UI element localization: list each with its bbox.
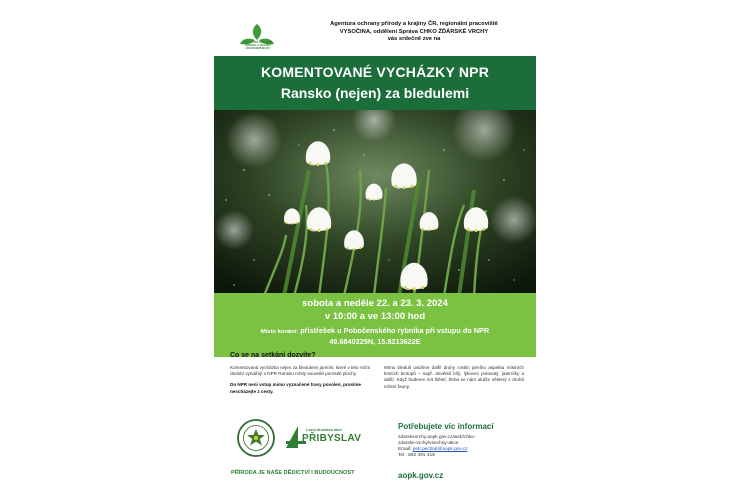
mas-subtitle: Lesní družstvo obcí bbox=[306, 428, 342, 432]
access-notice: Do NPR není vstup mimo vyznačené trasy povolen, prosíme nescházejte z cesty. bbox=[230, 382, 361, 394]
mas-title: PŘIBYSLAV bbox=[302, 433, 362, 444]
website-link[interactable]: aopk.gov.cz bbox=[398, 471, 444, 480]
event-poster bbox=[214, 14, 536, 488]
left-paragraph: Komentovaná vycházka nejen za bledulemi jarními, které v této roční období vytvářejí v NPR Ransko místy souvislé porostlé plochy. bbox=[230, 365, 371, 377]
section-heading: Co se na setkání dozvíte? bbox=[230, 352, 316, 359]
info-url-line-2[interactable]: zdarske-vrchy/vsechny-akce bbox=[398, 441, 459, 447]
right-column: Mimo bledulí uvidíme další druhy rostlin jarního aspektu místních lesních biotopů – např. devětsil bílý, lýkovec jedovatý, jaterníky a další. Když budeme mít štěstí, třeba se nám ukáže některý z druhů místní fauny. bbox=[384, 365, 524, 389]
zdarske-vrchy-seal-icon bbox=[236, 418, 276, 458]
info-url-line-1[interactable]: zdarskevrchy.aopk.gov.cz/web/chko- bbox=[398, 435, 476, 440]
snowflake-photo bbox=[214, 110, 536, 296]
motto-text: PŘÍRODA JE NAŠE DĚDICTVÍ I BUDOUCNOST bbox=[231, 470, 355, 476]
event-details-band bbox=[214, 293, 536, 357]
place-label: Místo konání: bbox=[260, 329, 299, 335]
logo-text: AGENTURA OCHRANY PŘÍRODY A KRAJINY ČESKÉ REPUBLIKY bbox=[243, 41, 273, 50]
phone-number: Tel.: 602 491 419 bbox=[398, 453, 435, 459]
event-place bbox=[214, 326, 536, 335]
contact-info bbox=[398, 435, 528, 459]
email-link[interactable]: petr.pechtal@aopk.gov.cz bbox=[412, 447, 468, 453]
email-label: Email: bbox=[398, 447, 412, 453]
event-time: v 10:00 a ve 13:00 hod bbox=[324, 311, 426, 322]
title-line-2: Ransko (nejen) za bledulemi bbox=[280, 85, 470, 101]
event-date: sobota a neděle 22. a 23. 3. 2024 bbox=[302, 298, 448, 309]
intro-text: Agentura ochrany přírody a krajiny ČR, regionální pracoviště VYSOČINA, oddělení Správa CHKO ŽĎÁRSKÉ VRCHY vás srdečně zve na bbox=[330, 21, 498, 43]
left-column bbox=[230, 365, 375, 400]
info-heading: Potřebujete víc informací bbox=[398, 422, 494, 431]
event-coordinates: 49.6840225N, 15.8213622E bbox=[329, 337, 421, 346]
title-line-1: KOMENTOVANÉ VYCHÁZKY NPR bbox=[260, 64, 490, 80]
title-banner bbox=[214, 56, 536, 110]
place-value: přístřešek u Pobočenského rybníka při vstupu do NPR bbox=[300, 326, 490, 335]
